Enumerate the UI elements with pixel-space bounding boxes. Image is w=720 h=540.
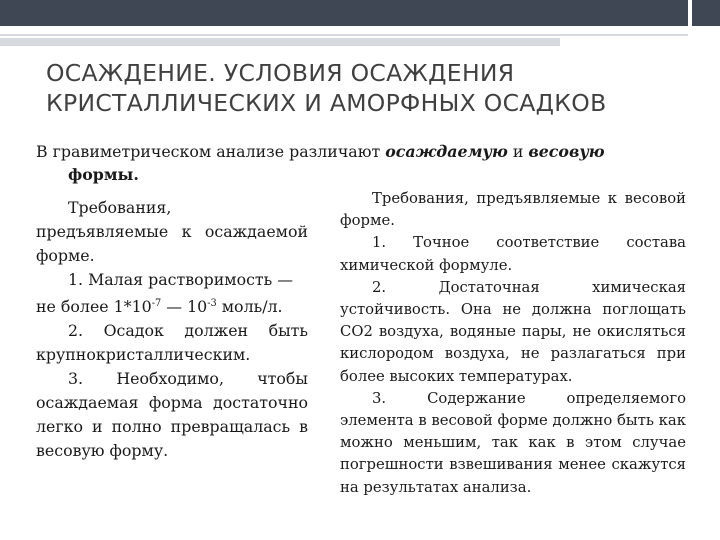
- intro-line-2: формы.: [68, 165, 139, 184]
- left-item-1-a: 1. Малая растворимость —: [68, 270, 294, 289]
- intro-and: и: [507, 142, 529, 161]
- intro-paragraph: [36, 140, 696, 186]
- intro-line-1: [36, 140, 696, 163]
- left-heading-b: предъявляемые к осаждаемой форме.: [36, 222, 308, 265]
- left-item-1-b: не более $1*10^{-7}$ — $10^{-3}$ моль/л.: [36, 296, 283, 316]
- exponent-2: -3: [207, 298, 217, 309]
- divider-thick: [0, 38, 560, 46]
- divider-thin: [0, 34, 688, 36]
- intro-term-weighing: весовую: [528, 142, 605, 161]
- top-banner: [0, 0, 720, 26]
- exponent-1: -7: [151, 298, 162, 309]
- intro-term-precipitated: осаждаемую: [385, 142, 508, 161]
- left-item-2: 2. Осадок должен быть крупнокристаллическим.: [36, 320, 308, 364]
- left-item-3: 3. Необходимо, чтобы осаждаемая форма достаточно легко и полно превращалась в весовую форму.: [36, 368, 308, 460]
- title-line-1: ОСАЖДЕНИЕ. УСЛОВИЯ ОСАЖДЕНИЯ: [46, 59, 515, 87]
- left-heading-a: Требования,: [68, 198, 172, 217]
- slide-title: [46, 58, 686, 118]
- intro-text: В гравиметрическом анализе различают: [36, 142, 386, 161]
- right-heading: Требования, предъявляемые к весовой форме.: [340, 190, 686, 230]
- left-column: [36, 196, 308, 463]
- right-item-1: 1. Точное соответствие состава химической формуле.: [340, 234, 686, 274]
- right-column: [340, 188, 686, 499]
- right-item-2: 2. Достаточная химическая устойчивость. Она не должна поглощать СО2 воздуха, водяные пары, не окисляться кислородом воздуха, не разлагаться при более высоких температурах.: [340, 278, 686, 385]
- banner-corner: [692, 0, 720, 26]
- banner-bar: [0, 0, 688, 26]
- right-item-3: 3. Содержание определяемого элемента в весовой форме должно быть как можно меньшим, так как в этом случае погрешности взвешивания менее скажутся на результатах анализа.: [340, 389, 686, 496]
- title-line-2: КРИСТАЛЛИЧЕСКИХ И АМОРФНЫХ ОСАДКОВ: [46, 89, 607, 117]
